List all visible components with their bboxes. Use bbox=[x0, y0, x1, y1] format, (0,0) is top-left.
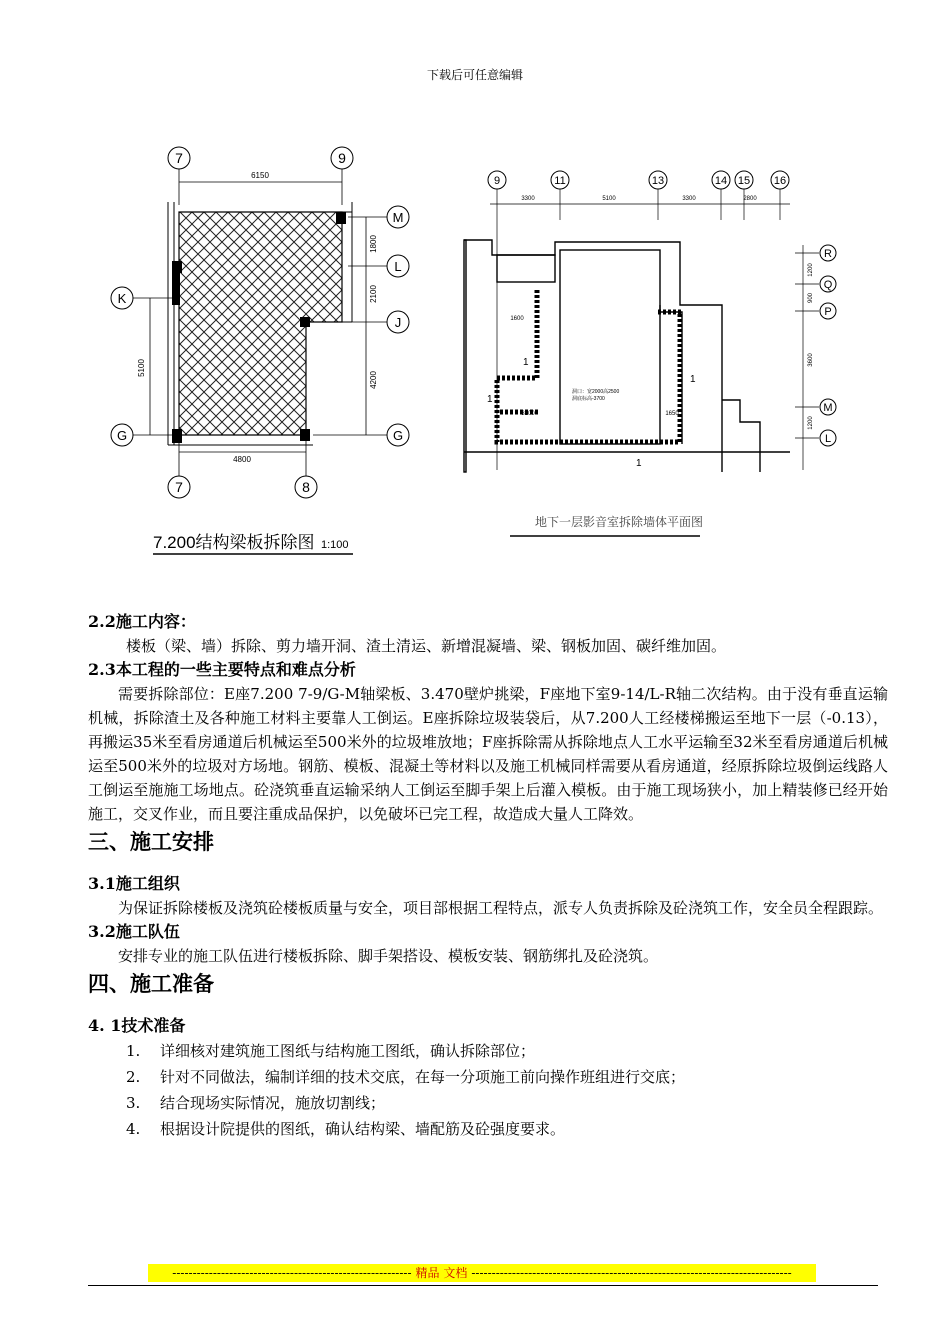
demolition-plan-drawing-right bbox=[460, 160, 850, 550]
axis-label: 7 bbox=[175, 150, 183, 166]
dimension-label: 1200 bbox=[808, 416, 814, 430]
section-mark: 1 bbox=[487, 394, 493, 405]
footer-rule bbox=[88, 1285, 878, 1286]
axis-label: R bbox=[824, 248, 832, 260]
list-item: 3. 结合现场实际情况，施放切割线； bbox=[126, 1094, 386, 1112]
opening-note: 洞口：宽2000高2500 bbox=[572, 389, 620, 395]
section-2-3-text: 需要拆除部位：E座7.200 7-9/G-M轴梁板、3.470壁炉挑梁，F座地下室9-14/L-R轴二次结构。由于没有垂直运输机械，拆除渣土及各种施工材料主要靠人工倒运。E座拆除垃圾装袋后，从7.200人工经楼梯搬运至地下一层（-0.13），再搬运35米至看房通道后机械运至500米外的垃圾堆放地；F座拆除需从拆除地点人工水平运输至32米至看房通道后机械运至500米外的垃圾对方场地。钢筋、模板、混凝土等材料以及施工机械同样需要从看房通道，经原拆除垃圾倒运线路人工倒运至施施工场地点。砼浇筑垂直运输采纳人工倒运至脚手架上后灌入模板。由于施工现场狭小，加上精装修已经开始施工，交叉作业，而且要注重成品保护，以免破坏已完工程，故造成大量人工降效。 bbox=[88, 685, 888, 823]
axis-label: G bbox=[116, 428, 128, 443]
list-item: 4. 根据设计院提供的图纸，确认结构梁、墙配筋及砼强度要求。 bbox=[126, 1120, 566, 1138]
drawing-left-scale: 1:100 bbox=[321, 539, 349, 551]
dimension-label: 3300 bbox=[521, 196, 535, 202]
chapter-3-title: 三、施工安排 bbox=[88, 829, 214, 854]
axis-label: L bbox=[394, 259, 402, 274]
page-header-note: 下载后可任意编辑 bbox=[426, 68, 523, 82]
section-3-2-title: 3.2施工队伍 bbox=[88, 922, 180, 941]
footer-label: 精品 文档 bbox=[415, 1266, 468, 1280]
dimension-label: 2100 bbox=[369, 285, 378, 303]
axis-label: 16 bbox=[773, 175, 787, 187]
axis-label: 14 bbox=[714, 175, 728, 187]
demolition-plan-drawing-left bbox=[108, 140, 418, 560]
section-mark: 1 bbox=[690, 374, 696, 385]
axis-label: 9 bbox=[493, 175, 501, 187]
axis-label: 13 bbox=[651, 175, 665, 187]
axis-label: P bbox=[824, 306, 832, 318]
drawing-right-title: 地下一层影音室拆除墙体平面图 bbox=[535, 515, 704, 529]
section-mark: 1 bbox=[523, 357, 529, 368]
demolition-slab-area bbox=[179, 212, 342, 435]
section-4-1-title: 4. 1技术准备 bbox=[88, 1016, 186, 1035]
dimension-label: 3100 bbox=[521, 411, 535, 417]
opening-note: 洞底标高-3700 bbox=[572, 396, 605, 402]
axis-label: J bbox=[394, 315, 402, 330]
dimension-label: 4200 bbox=[369, 371, 378, 389]
section-mark: 1 bbox=[636, 458, 642, 469]
list-item: 1. 详细核对建筑施工图纸与结构施工图纸，确认拆除部位； bbox=[126, 1042, 536, 1060]
axis-label: M bbox=[823, 402, 833, 414]
dimension-lines bbox=[490, 189, 819, 470]
dimension-label: 1600 bbox=[510, 316, 524, 322]
axis-label: M bbox=[392, 210, 404, 225]
dimension-label: 3600 bbox=[808, 353, 814, 367]
dimension-label: 4800 bbox=[233, 455, 251, 464]
dimension-label: 6150 bbox=[251, 171, 269, 180]
basement-wall-plan-svg bbox=[460, 160, 850, 550]
dimension-label: 2800 bbox=[743, 196, 757, 202]
section-3-1-text: 为保证拆除楼板及浇筑砼楼板质量与安全，项目部根据工程特点，派专人负责拆除及砼浇筑工作，安全员全程跟踪。 bbox=[118, 899, 884, 917]
section-3-1-title: 3.1施工组织 bbox=[88, 874, 180, 893]
axis-label: 8 bbox=[302, 479, 310, 495]
technical-prep-list bbox=[88, 1038, 888, 1142]
axis-label: L bbox=[824, 433, 832, 445]
axis-label: G bbox=[392, 428, 404, 443]
footer-watermark: ----------------------------------------------------------- 精品 文档 ------------------------------------------------------------------------------- bbox=[148, 1264, 816, 1282]
axis-label: 11 bbox=[554, 175, 566, 187]
dimension-label: 1650 bbox=[665, 411, 679, 417]
dimension-label: 5100 bbox=[137, 359, 146, 377]
beam-slab-plan-svg bbox=[108, 140, 418, 560]
chapter-4-title: 四、施工准备 bbox=[88, 971, 214, 996]
axis-label: Q bbox=[823, 279, 833, 291]
dimension-label: 1800 bbox=[369, 235, 378, 253]
axis-label: K bbox=[117, 291, 127, 306]
section-3-2-text: 安排专业的施工队伍进行楼板拆除、脚手架搭设、模板安装、钢筋绑扎及砼浇筑。 bbox=[118, 947, 659, 965]
axis-bubbles bbox=[488, 171, 836, 446]
section-2-2-text: 楼板（梁、墙）拆除、剪力墙开洞、渣土清运、新增混凝墙、梁、钢板加固、碳纤维加固。 bbox=[126, 637, 727, 655]
section-2-2-title: 2.2施工内容： bbox=[88, 612, 196, 631]
drawing-left-title: 7.200结构梁板拆除图 bbox=[153, 533, 315, 552]
axis-label: 9 bbox=[338, 150, 346, 166]
document-body bbox=[88, 610, 888, 1142]
dimension-label: 1200 bbox=[808, 263, 814, 277]
list-item: 2. 针对不同做法，编制详细的技术交底，在每一分项施工前向操作班组进行交底； bbox=[126, 1068, 686, 1086]
section-2-3-title: 2.3本工程的一些主要特点和难点分析 bbox=[88, 660, 356, 679]
walls bbox=[464, 240, 790, 472]
axis-label: 15 bbox=[737, 175, 751, 187]
dimension-label: 3300 bbox=[682, 196, 696, 202]
axis-label: 7 bbox=[175, 479, 183, 495]
dimension-label: 5100 bbox=[602, 196, 616, 202]
dimension-label: 900 bbox=[808, 292, 814, 304]
